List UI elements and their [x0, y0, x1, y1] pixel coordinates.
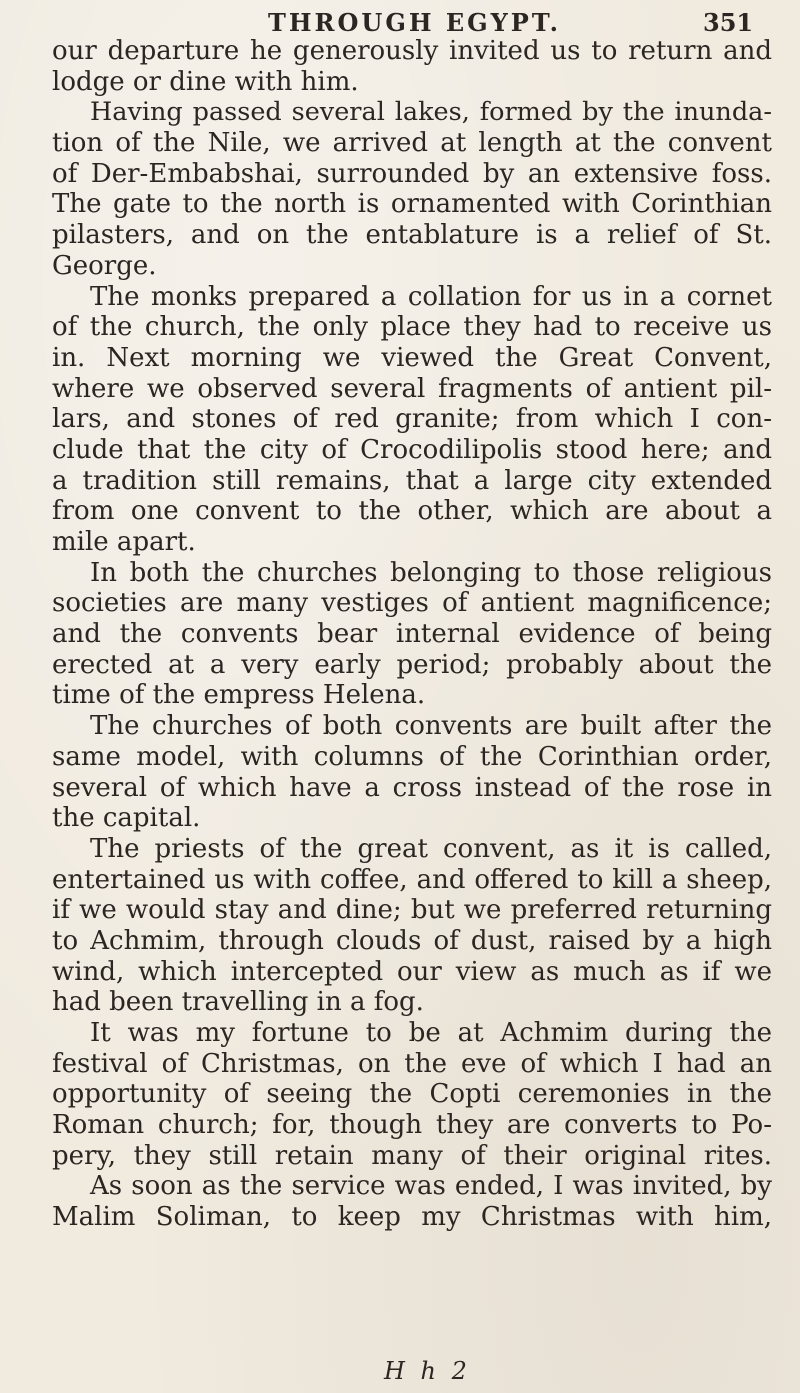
text-line: clude that the city of Crocodilipolis stood here; and: [52, 434, 772, 465]
text-line: same model, with columns of the Corinthian order,: [52, 741, 772, 772]
text-line: in. Next morning we viewed the Great Convent,: [52, 342, 772, 373]
text-line: opportunity of seeing the Copti ceremonies in the: [52, 1079, 772, 1110]
text-line: festival of Christmas, on the eve of which I had an: [52, 1048, 772, 1079]
text-line: Having passed several lakes, formed by the inunda-: [90, 97, 772, 128]
text-line: of Der-Embabshai, surrounded by an extensive foss.: [52, 158, 772, 189]
text-line: lars, and stones of red granite; from which I con-: [52, 404, 772, 435]
page-number: 351: [703, 8, 754, 37]
text-line: In both the churches belonging to those religious: [90, 557, 772, 588]
text-line: entertained us with coffee, and offered to kill a sheep,: [52, 864, 772, 895]
text-line: The gate to the north is ornamented with Corinthian: [52, 189, 772, 220]
text-line: from one convent to the other, which are about a: [52, 496, 772, 527]
text-line: the capital.: [52, 803, 201, 834]
text-line: erected at a very early period; probably about the: [52, 649, 772, 680]
text-line: Malim Soliman, to keep my Christmas with him,: [52, 1202, 772, 1233]
text-line: pery, they still retain many of their original rites.: [52, 1140, 772, 1171]
text-line: if we would stay and dine; but we preferred returning: [52, 895, 772, 926]
text-line: As soon as the service was ended, I was invited, by: [90, 1171, 772, 1202]
text-line: and the convents bear internal evidence of being: [52, 619, 772, 650]
text-line: tion of the Nile, we arrived at length at the convent: [52, 128, 772, 159]
text-line: several of which have a cross instead of the rose in: [52, 772, 772, 803]
text-line: pilasters, and on the entablature is a relief of St.: [52, 220, 772, 251]
text-line: our departure he generously invited us to return and: [52, 36, 772, 66]
signature-mark: H h 2: [384, 1357, 471, 1385]
text-line: societies are many vestiges of antient magnificence;: [52, 588, 772, 619]
text-line: The churches of both convents are built after the: [90, 711, 772, 742]
text-line: The priests of the great convent, as it is called,: [90, 833, 772, 864]
text-line: George.: [52, 250, 157, 281]
text-line: to Achmim, through clouds of dust, raised by a high: [52, 925, 772, 956]
page-header: [0, 8, 800, 38]
text-line: It was my fortune to be at Achmim during the: [90, 1018, 772, 1048]
text-line: The monks prepared a collation for us in a cornet: [90, 281, 772, 312]
text-line: lodge or dine with him.: [52, 66, 359, 97]
text-line: of the church, the only place they had to receive us: [52, 312, 772, 343]
text-line: a tradition still remains, that a large city extended: [52, 465, 772, 496]
text-line: mile apart.: [52, 527, 196, 557]
text-line: had been travelling in a fog.: [52, 987, 424, 1018]
text-line: Roman church; for, though they are converts to Po-: [52, 1110, 772, 1141]
text-line: wind, which intercepted our view as much as if we: [52, 956, 772, 987]
body-text: [52, 36, 772, 1233]
running-title: THROUGH EGYPT.: [268, 8, 561, 37]
text-line: where we observed several fragments of antient pil-: [52, 373, 772, 404]
text-line: time of the empress Helena.: [52, 680, 426, 711]
